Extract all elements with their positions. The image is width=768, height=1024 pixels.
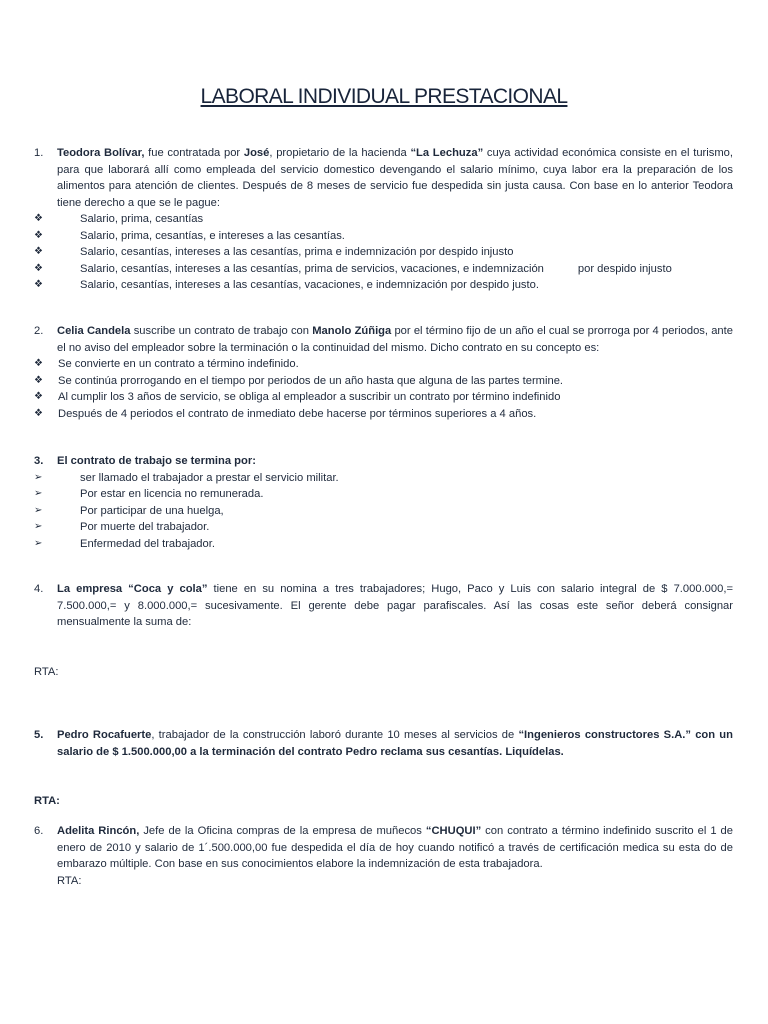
arrow-bullet-icon: ➢	[34, 504, 43, 516]
arrow-bullet-icon: ➢	[34, 488, 43, 499]
question-2	[34, 323, 733, 422]
diamond-bullet-icon: ❖	[34, 229, 43, 241]
option-text: Después de 4 periodos el contrato de inmediato debe hacerse por términos superiores a 4 años.	[58, 407, 537, 420]
option-item	[34, 261, 733, 278]
worker-name: Teodora Bolívar,	[57, 147, 145, 159]
diamond-bullet-icon: ❖	[34, 358, 43, 369]
answer-label: RTA:	[57, 874, 82, 887]
employer-name: Manolo Zúñiga	[312, 325, 392, 337]
question-6	[34, 823, 733, 889]
answer-options	[34, 211, 733, 294]
option-item	[34, 406, 733, 423]
option-text: Salario, cesantías, intereses a las cesantías, vacaciones, e indemnización por despido justo.	[80, 279, 539, 291]
question-1	[34, 145, 733, 294]
answer-options	[34, 470, 733, 553]
question-text	[57, 823, 733, 873]
option-text: Al cumplir los 3 años de servicio, se obliga al empleador a suscribir un contrato por término indefinido	[58, 391, 561, 403]
answer-label: RTA:	[34, 795, 60, 807]
text-run: Jefe de la Oficina compras de la empresa de muñecos	[139, 825, 426, 837]
option-text: Salario, cesantías, intereses a las cesantías, prima e indemnización por despido injusto	[80, 246, 514, 258]
option-text: Por muerte del trabajador.	[80, 521, 210, 533]
diamond-bullet-icon: ❖	[34, 213, 43, 224]
option-item	[34, 356, 733, 373]
arrow-bullet-icon: ➢	[34, 537, 43, 549]
farm-name: “La Lechuza”	[410, 147, 484, 159]
option-text: Salario, prima, cesantías	[80, 213, 204, 225]
diamond-bullet-icon: ❖	[34, 246, 43, 257]
answer-label: RTA:	[34, 666, 59, 678]
question-number: 2.	[34, 325, 44, 337]
text-run: por el término fijo de un año el cual se prorroga por 4 periodos, ante el no aviso del empleador sobre la terminación o la continuidad del mismo. Dicho contrato en su concepto es:	[57, 325, 733, 354]
diamond-bullet-icon: ❖	[34, 407, 43, 419]
option-text: ser llamado el trabajador a prestar el servicio militar.	[80, 471, 339, 484]
diamond-bullet-icon: ❖	[34, 374, 43, 386]
option-item	[34, 486, 733, 503]
question-4	[34, 581, 733, 631]
question-text	[57, 323, 733, 356]
option-item	[34, 389, 733, 406]
question-bold-text: “Ingenieros constructores S.A.” con un salario de $ 1.500.000,00 a la terminación del contrato Pedro reclama sus cesantías. Liquídelas.	[57, 729, 733, 758]
option-text: Salario, prima, cesantías, e intereses a las cesantías.	[80, 229, 345, 242]
question-3	[34, 453, 733, 552]
option-text: Se continúa prorrogando en el tiempo por periodos de un año hasta que alguna de las partes termine.	[58, 374, 564, 387]
option-item	[34, 470, 733, 487]
option-text: Salario, cesantías, intereses a las cesantías, prima de servicios, vacaciones, e indemnización	[80, 262, 544, 275]
option-text: Por participar de una huelga,	[80, 504, 224, 517]
option-item	[34, 244, 733, 261]
diamond-bullet-icon: ❖	[34, 262, 43, 274]
question-number: 3.	[34, 455, 44, 467]
employer-name: José	[243, 147, 270, 159]
question-text	[57, 145, 733, 211]
option-item	[34, 277, 733, 294]
text-run: fue contratada por	[144, 147, 244, 159]
question-text	[57, 581, 733, 631]
question-number: 1.	[34, 147, 44, 159]
question-number: 5.	[34, 729, 44, 741]
text-run: cuya actividad económica consiste en el turismo, para que laborará allí como empleada del servicio domestico devengando el salario mínimo, cuya labor era la preparación de los alimentos para atención de clientes. Después de 8 meses de servicio fue despedida sin justa causa. Con base en lo anterior Teodora tiene derecho a que se le pague:	[57, 147, 733, 209]
text-run: suscribe un contrato de trabajo con	[130, 325, 313, 337]
text-run: con contrato a término indefinido suscrito el 1 de enero de 2010 y salario de 1´.500.000,00 fue despedida el día de hoy cuando notificó a través de certificación medica su esta do de embarazo múltiple. Con base en sus conocimientos elabore la indemnización de esta trabajadora.	[57, 825, 733, 870]
option-item	[34, 373, 733, 390]
text-run: tiene en su nomina a tres trabajadores; Hugo, Paco y Luis con salario integral de $ 7.000.000,= 7.500.000,= y 8.000.000,= sucesivamente. El gerente debe pagar parafiscales. Así las cosas este señor deberá consignar mensualmente la suma de:	[57, 583, 733, 628]
question-number: 4.	[34, 583, 44, 595]
worker-name: Pedro Rocafuerte	[57, 729, 152, 741]
option-item	[34, 211, 733, 228]
text-run: , propietario de la hacienda	[269, 147, 411, 159]
option-item	[34, 519, 733, 536]
company-name: La empresa “Coca y cola”	[57, 583, 208, 595]
question-number: 6.	[34, 825, 44, 837]
option-text: Se convierte en un contrato a término indefinido.	[58, 358, 299, 370]
option-text-tail: por despido injusto	[577, 262, 672, 275]
page-title: LABORAL INDIVIDUAL PRESTACIONAL	[200, 85, 568, 108]
option-text: Enfermedad del trabajador.	[80, 537, 215, 550]
option-item	[34, 228, 733, 245]
worker-name: Celia Candela	[57, 325, 131, 337]
diamond-bullet-icon: ❖	[34, 391, 43, 402]
company-name: “CHUQUI”	[425, 825, 482, 837]
text-run: , trabajador de la construcción laboró durante 10 meses al servicios de	[151, 729, 519, 741]
arrow-bullet-icon: ➢	[34, 471, 43, 483]
question-5	[34, 727, 733, 760]
option-item	[34, 503, 733, 520]
option-text: Por estar en licencia no remunerada.	[80, 488, 264, 500]
question-heading: El contrato de trabajo se termina por:	[57, 455, 256, 467]
option-item	[34, 536, 733, 553]
question-text	[57, 727, 733, 760]
worker-name: Adelita Rincón,	[57, 825, 140, 837]
answer-options	[34, 356, 733, 422]
arrow-bullet-icon: ➢	[34, 521, 43, 532]
diamond-bullet-icon: ❖	[34, 279, 43, 290]
